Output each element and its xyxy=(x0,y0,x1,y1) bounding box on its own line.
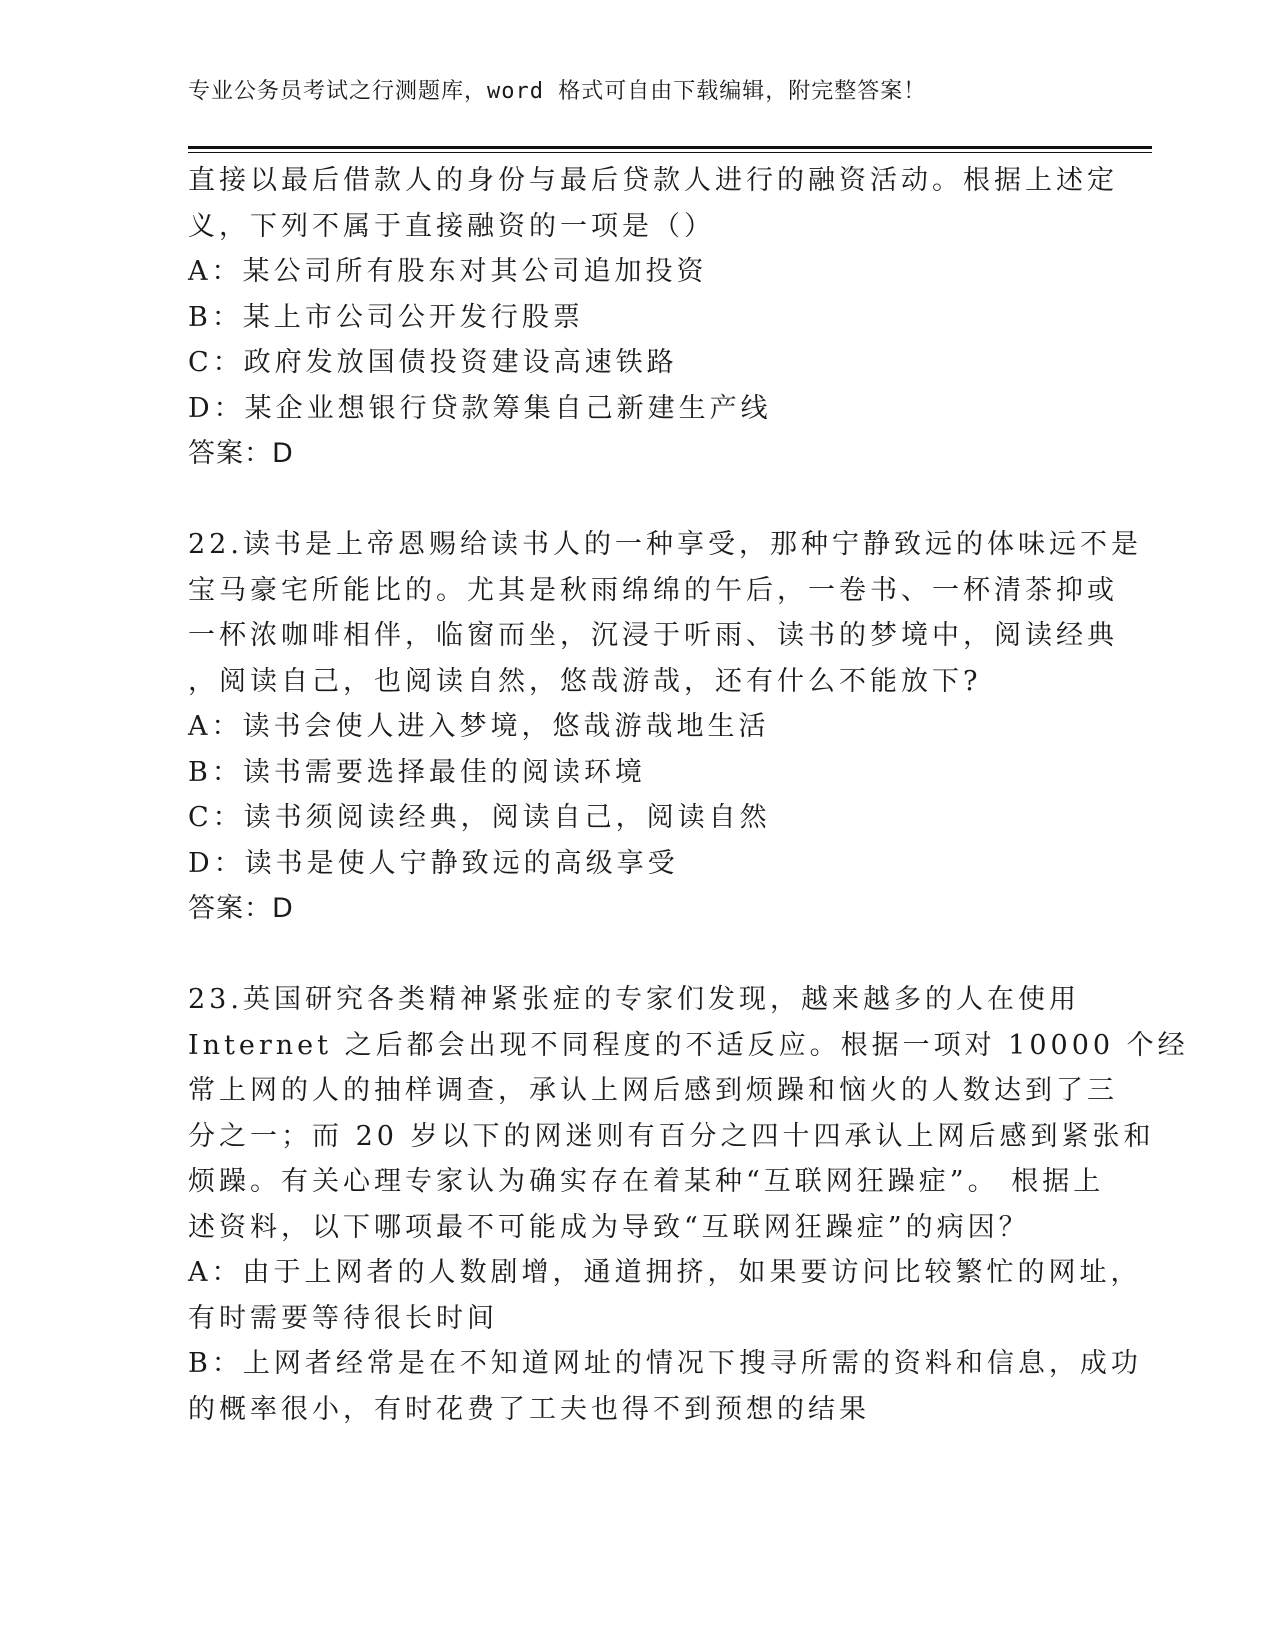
question-stem-line: 常上网的人的抽样调查，承认上网后感到烦躁和恼火的人数达到了三 xyxy=(188,1075,1118,1106)
option-d: D：读书是使人宁静致远的高级享受 xyxy=(188,847,679,879)
question-stem-line: 一杯浓咖啡相伴，临窗而坐，沉浸于听雨、读书的梦境中，阅读经典 xyxy=(188,620,1118,651)
block-spacer xyxy=(188,932,1088,978)
question-block-22 xyxy=(188,522,1142,932)
option-b: B：上网者经常是在不知道网址的情况下搜寻所需的资料和信息，成功 xyxy=(188,1348,1142,1379)
option-b: B：某上市公司公开发行股票 xyxy=(188,301,584,333)
page-header-text: 专业公务员考试之行测题库，word 格式可自由下载编辑，附完整答案！ xyxy=(188,79,927,104)
option-a: A：读书会使人进入梦境，悠哉游哉地生活 xyxy=(188,711,770,742)
option-a: A：由于上网者的人数剧增，通道拥挤，如果要访问比较繁忙的网址， xyxy=(188,1257,1142,1288)
option-b-continued: 的概率很小，有时花费了工夫也得不到预想的结果 xyxy=(188,1393,870,1425)
question-content xyxy=(188,158,1189,1432)
answer-label: 答案：D xyxy=(188,893,294,924)
question-stem-line: 22.读书是上帝恩赐给读书人的一种享受，那种宁静致远的体味远不是 xyxy=(188,529,1142,560)
question-stem-line: Internet 之后都会出现不同程度的不适反应。根据一项对 10000 个经 xyxy=(188,1029,1189,1061)
question-stem-line: 述资料，以下哪项最不可能成为导致“互联网狂躁症”的病因？ xyxy=(188,1211,1030,1243)
question-stem-line: 义，下列不属于直接融资的一项是（） xyxy=(188,210,715,242)
block-spacer xyxy=(188,477,1088,523)
question-stem-line: 烦躁。有关心理专家认为确实存在着某种“互联网狂躁症”。 根据上 xyxy=(188,1166,1105,1197)
question-stem-line: 宝马豪宅所能比的。尤其是秋雨绵绵的午后，一卷书、一杯清茶抑或 xyxy=(188,574,1118,606)
header-rule-thick xyxy=(188,146,1152,149)
option-c: C：读书须阅读经典，阅读自己，阅读自然 xyxy=(188,802,771,833)
question-block-23 xyxy=(188,977,1189,1432)
question-stem-line: ，阅读自己，也阅读自然，悠哉游哉，还有什么不能放下? xyxy=(188,665,982,697)
option-b: B：读书需要选择最佳的阅读环境 xyxy=(188,756,646,788)
answer-label: 答案：D xyxy=(188,438,294,469)
option-a: A：某公司所有股东对其公司追加投资 xyxy=(188,256,708,287)
question-stem-line: 23.英国研究各类精神紧张症的专家们发现，越来越多的人在使用 xyxy=(188,984,1080,1015)
question-block-21 xyxy=(188,158,1118,477)
option-a-continued: 有时需要等待很长时间 xyxy=(188,1302,498,1334)
question-stem-line: 分之一；而 20 岁以下的网迷则有百分之四十四承认上网后感到紧张和 xyxy=(188,1120,1155,1152)
question-stem-line: 直接以最后借款人的身份与最后贷款人进行的融资活动。根据上述定 xyxy=(188,165,1118,196)
header-rule-thin xyxy=(188,152,1152,153)
option-c: C：政府发放国债投资建设高速铁路 xyxy=(188,347,678,378)
option-d: D：某企业想银行贷款筹集自己新建生产线 xyxy=(188,392,772,424)
